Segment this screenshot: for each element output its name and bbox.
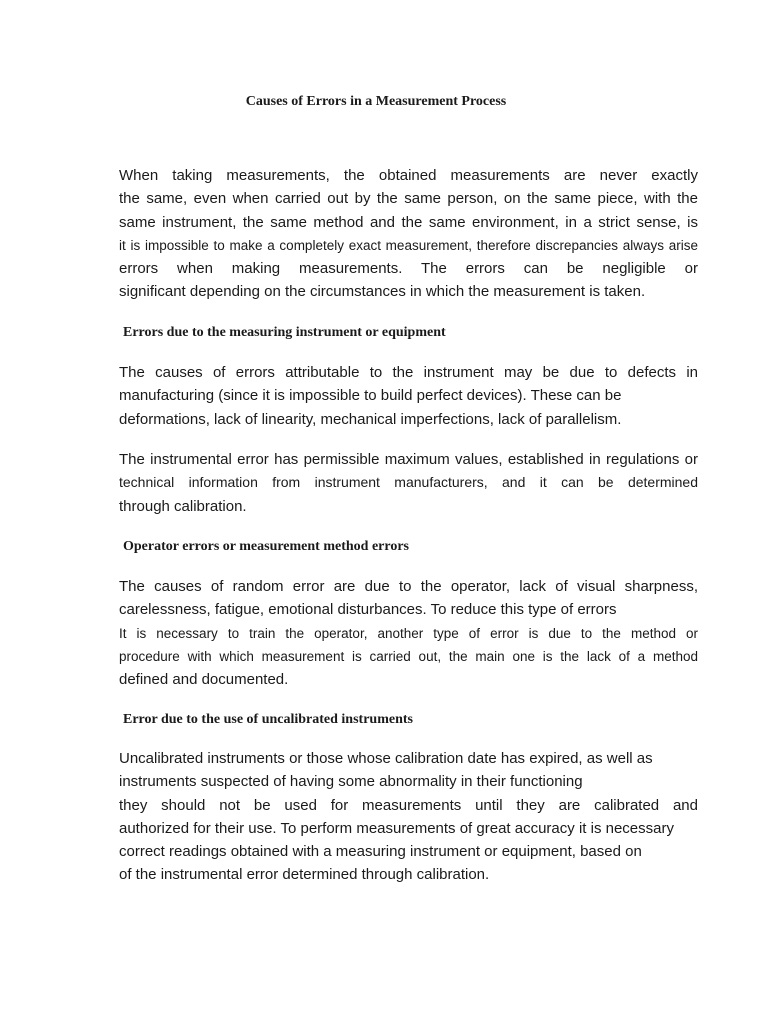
text-line: Uncalibrated instruments or those whose calibration date has expired, as well as: [119, 750, 653, 767]
text-line: carelessness, fatigue, emotional disturbances. To reduce this type of errors: [119, 601, 617, 619]
text-line: It is necessary to train the operator, another type of error is due to the method or: [119, 625, 698, 641]
text-line: procedure with which measurement is carried out, the main one is the lack of a method: [119, 648, 698, 664]
paragraph: [119, 747, 698, 887]
text-line: The instrumental error has permissible maximum values, established in regulations or: [119, 451, 698, 468]
document-title: Causes of Errors in a Measurement Process: [245, 94, 507, 109]
text-line: they should not be used for measurements until they are calibrated and: [119, 796, 698, 814]
text-line: it is impossible to make a completely exact measurement, therefore discrepancies always arise: [119, 237, 698, 253]
intro-paragraph: [119, 164, 698, 304]
text-line: The causes of errors attributable to the instrument may be due to defects in: [119, 364, 698, 381]
paragraph: [119, 575, 698, 691]
text-line: The causes of random error are due to the operator, lack of visual sharpness,: [119, 578, 698, 595]
text-line: same instrument, the same method and the same environment, in a strict sense, is: [119, 213, 698, 231]
text-line: manufacturing (since it is impossible to build perfect devices). These can be: [119, 387, 622, 405]
text-line: When taking measurements, the obtained measurements are never exactly: [119, 167, 698, 184]
text-line: the same, even when carried out by the same person, on the same piece, with the: [119, 190, 698, 208]
section-heading: Errors due to the measuring instrument or equipment: [123, 325, 446, 340]
text-line: defined and documented.: [119, 671, 289, 689]
text-line: correct readings obtained with a measuring instrument or equipment, based on: [119, 843, 642, 861]
text-line: significant depending on the circumstances in which the measurement is taken.: [119, 283, 646, 301]
text-line: of the instrumental error determined through calibration.: [119, 866, 490, 884]
paragraph: [119, 448, 698, 518]
section-heading: Operator errors or measurement method errors: [123, 539, 410, 554]
section-heading: Error due to the use of uncalibrated instruments: [123, 712, 413, 727]
text-line: through calibration.: [119, 497, 247, 515]
paragraph: [119, 361, 698, 431]
text-line: authorized for their use. To perform measurements of great accuracy it is necessary: [119, 819, 674, 837]
text-line: instruments suspected of having some abnormality in their functioning: [119, 773, 583, 791]
text-line: errors when making measurements. The errors can be negligible or: [119, 260, 698, 278]
text-line: technical information from instrument manufacturers, and it can be determined: [119, 474, 698, 491]
text-line: deformations, lack of linearity, mechanical imperfections, lack of parallelism.: [119, 410, 622, 428]
